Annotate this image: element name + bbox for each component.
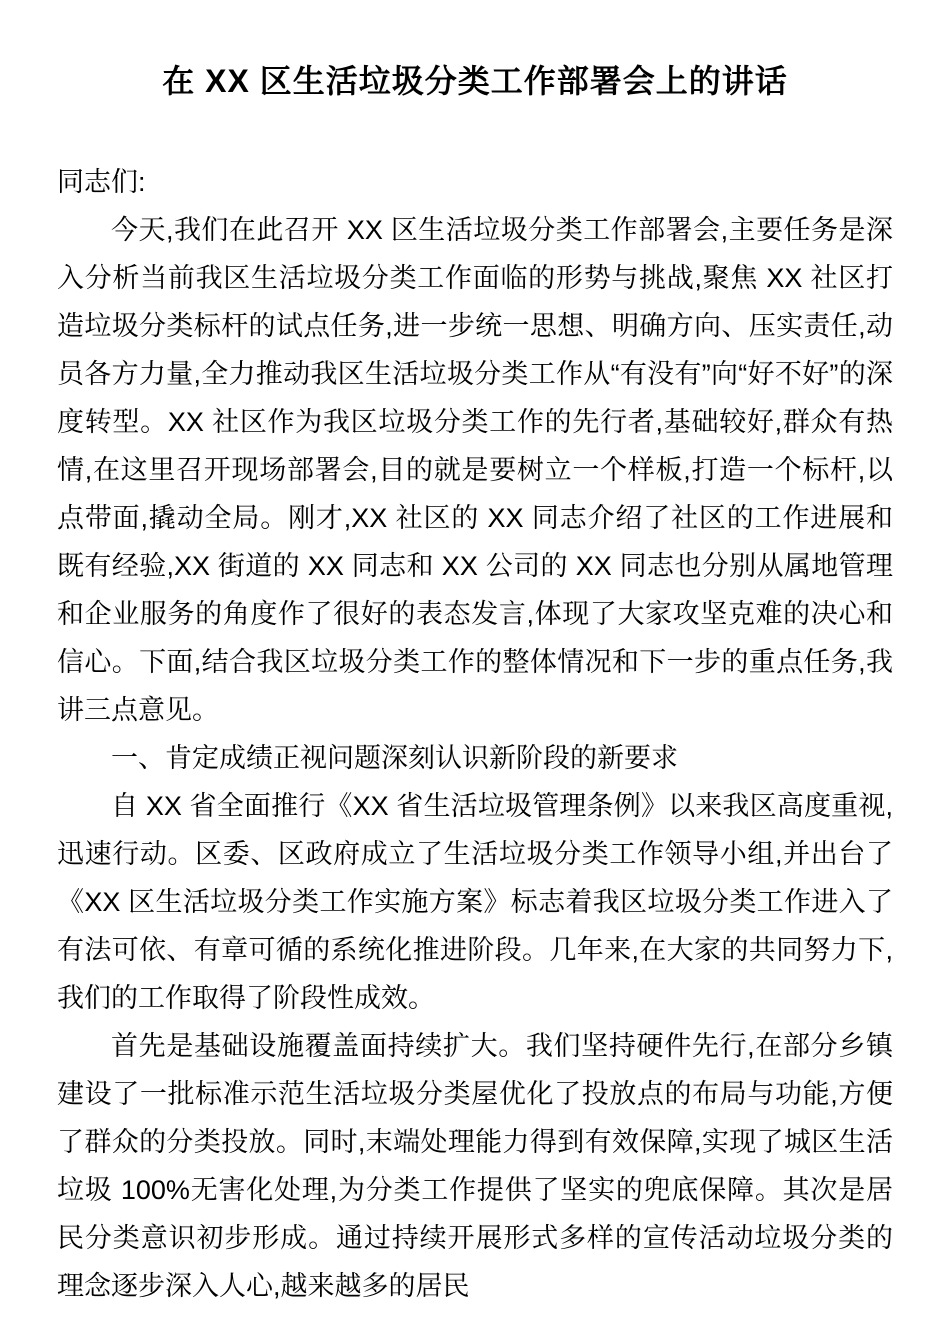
paragraph: 今天,我们在此召开 XX 区生活垃圾分类工作部署会,主要任务是深入分析当前我区生活垃圾分类工作面临的形势与挑战,聚焦 XX 社区打造垃圾分类标杆的试点任务,进一步统一思想、明确方向、压实责任,动员各方力量,全力推动我区生活垃圾分类工作从“有没有”向“好不好”的深度转型。XX 社区作为我区垃圾分类工作的先行者,基础较好,群众有热情,在这里召开现场部署会,目的就是要树立一个样板,打造一个标杆,以点带面,撬动全局。刚才,XX 社区的 XX 同志介绍了社区的工作进展和既有经验,XX 街道的 XX 同志和 XX 公司的 XX 同志也分别从属地管理和企业服务的角度作了很好的表态发言,体现了大家攻坚克难的决心和信心。下面,结合我区垃圾分类工作的整体情况和下一步的重点任务,我讲三点意见。 <box>57 215 893 725</box>
salutation-line: 同志们: <box>57 167 146 197</box>
document-title: 在 XX 区生活垃圾分类工作部署会上的讲话 <box>162 63 788 99</box>
paragraph: 自 XX 省全面推行《XX 省生活垃圾管理条例》以来我区高度重视,迅速行动。区委、区政府成立了生活垃圾分类工作领导小组,并出台了《XX 区生活垃圾分类工作实施方案》标志着我区垃圾分类工作进入了有法可依、有章可循的系统化推进阶段。几年来,在大家的共同努力下,我们的工作取得了阶段性成效。 <box>57 791 893 1013</box>
section-heading: 一、肯定成绩正视问题深刻认识新阶段的新要求 <box>111 743 678 773</box>
paragraph: 首先是基础设施覆盖面持续扩大。我们坚持硬件先行,在部分乡镇建设了一批标准示范生活垃圾分类屋优化了投放点的布局与功能,方便了群众的分类投放。同时,末端处理能力得到有效保障,实现了城区生活垃圾 100%无害化处理,为分类工作提供了坚实的兜底保障。其次是居民分类意识初步形成。通过持续开展形式多样的宣传活动垃圾分类的理念逐步深入人心,越来越多的居民 <box>57 1031 893 1301</box>
document-body <box>57 158 893 1310</box>
